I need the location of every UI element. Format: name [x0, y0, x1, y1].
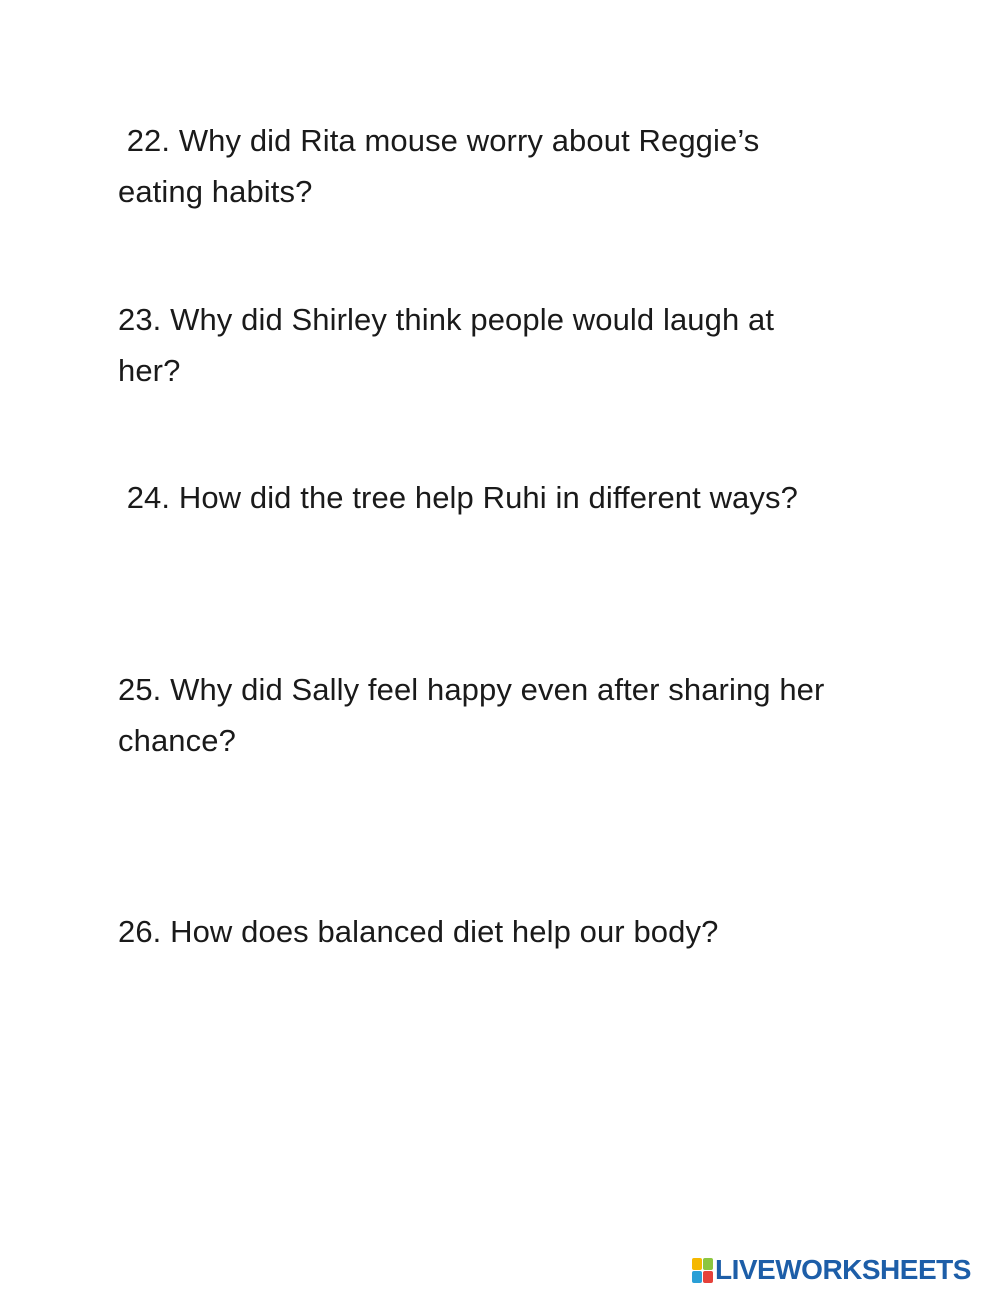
logo-text: LIVEWORKSHEETS	[715, 1254, 971, 1285]
question-23: 23. Why did Shirley think people would laugh at her?	[118, 302, 775, 388]
question-26: 26. How does balanced diet help our body?	[118, 914, 719, 949]
question-24: 24. How did the tree help Ruhi in different ways?	[118, 480, 798, 515]
liveworksheets-mark-icon	[692, 1258, 712, 1282]
liveworksheets-logo[interactable]	[692, 1254, 971, 1286]
question-22: 22. Why did Rita mouse worry about Reggie’s eating habits?	[118, 123, 760, 209]
question-25: 25. Why did Sally feel happy even after sharing her chance?	[118, 672, 825, 758]
